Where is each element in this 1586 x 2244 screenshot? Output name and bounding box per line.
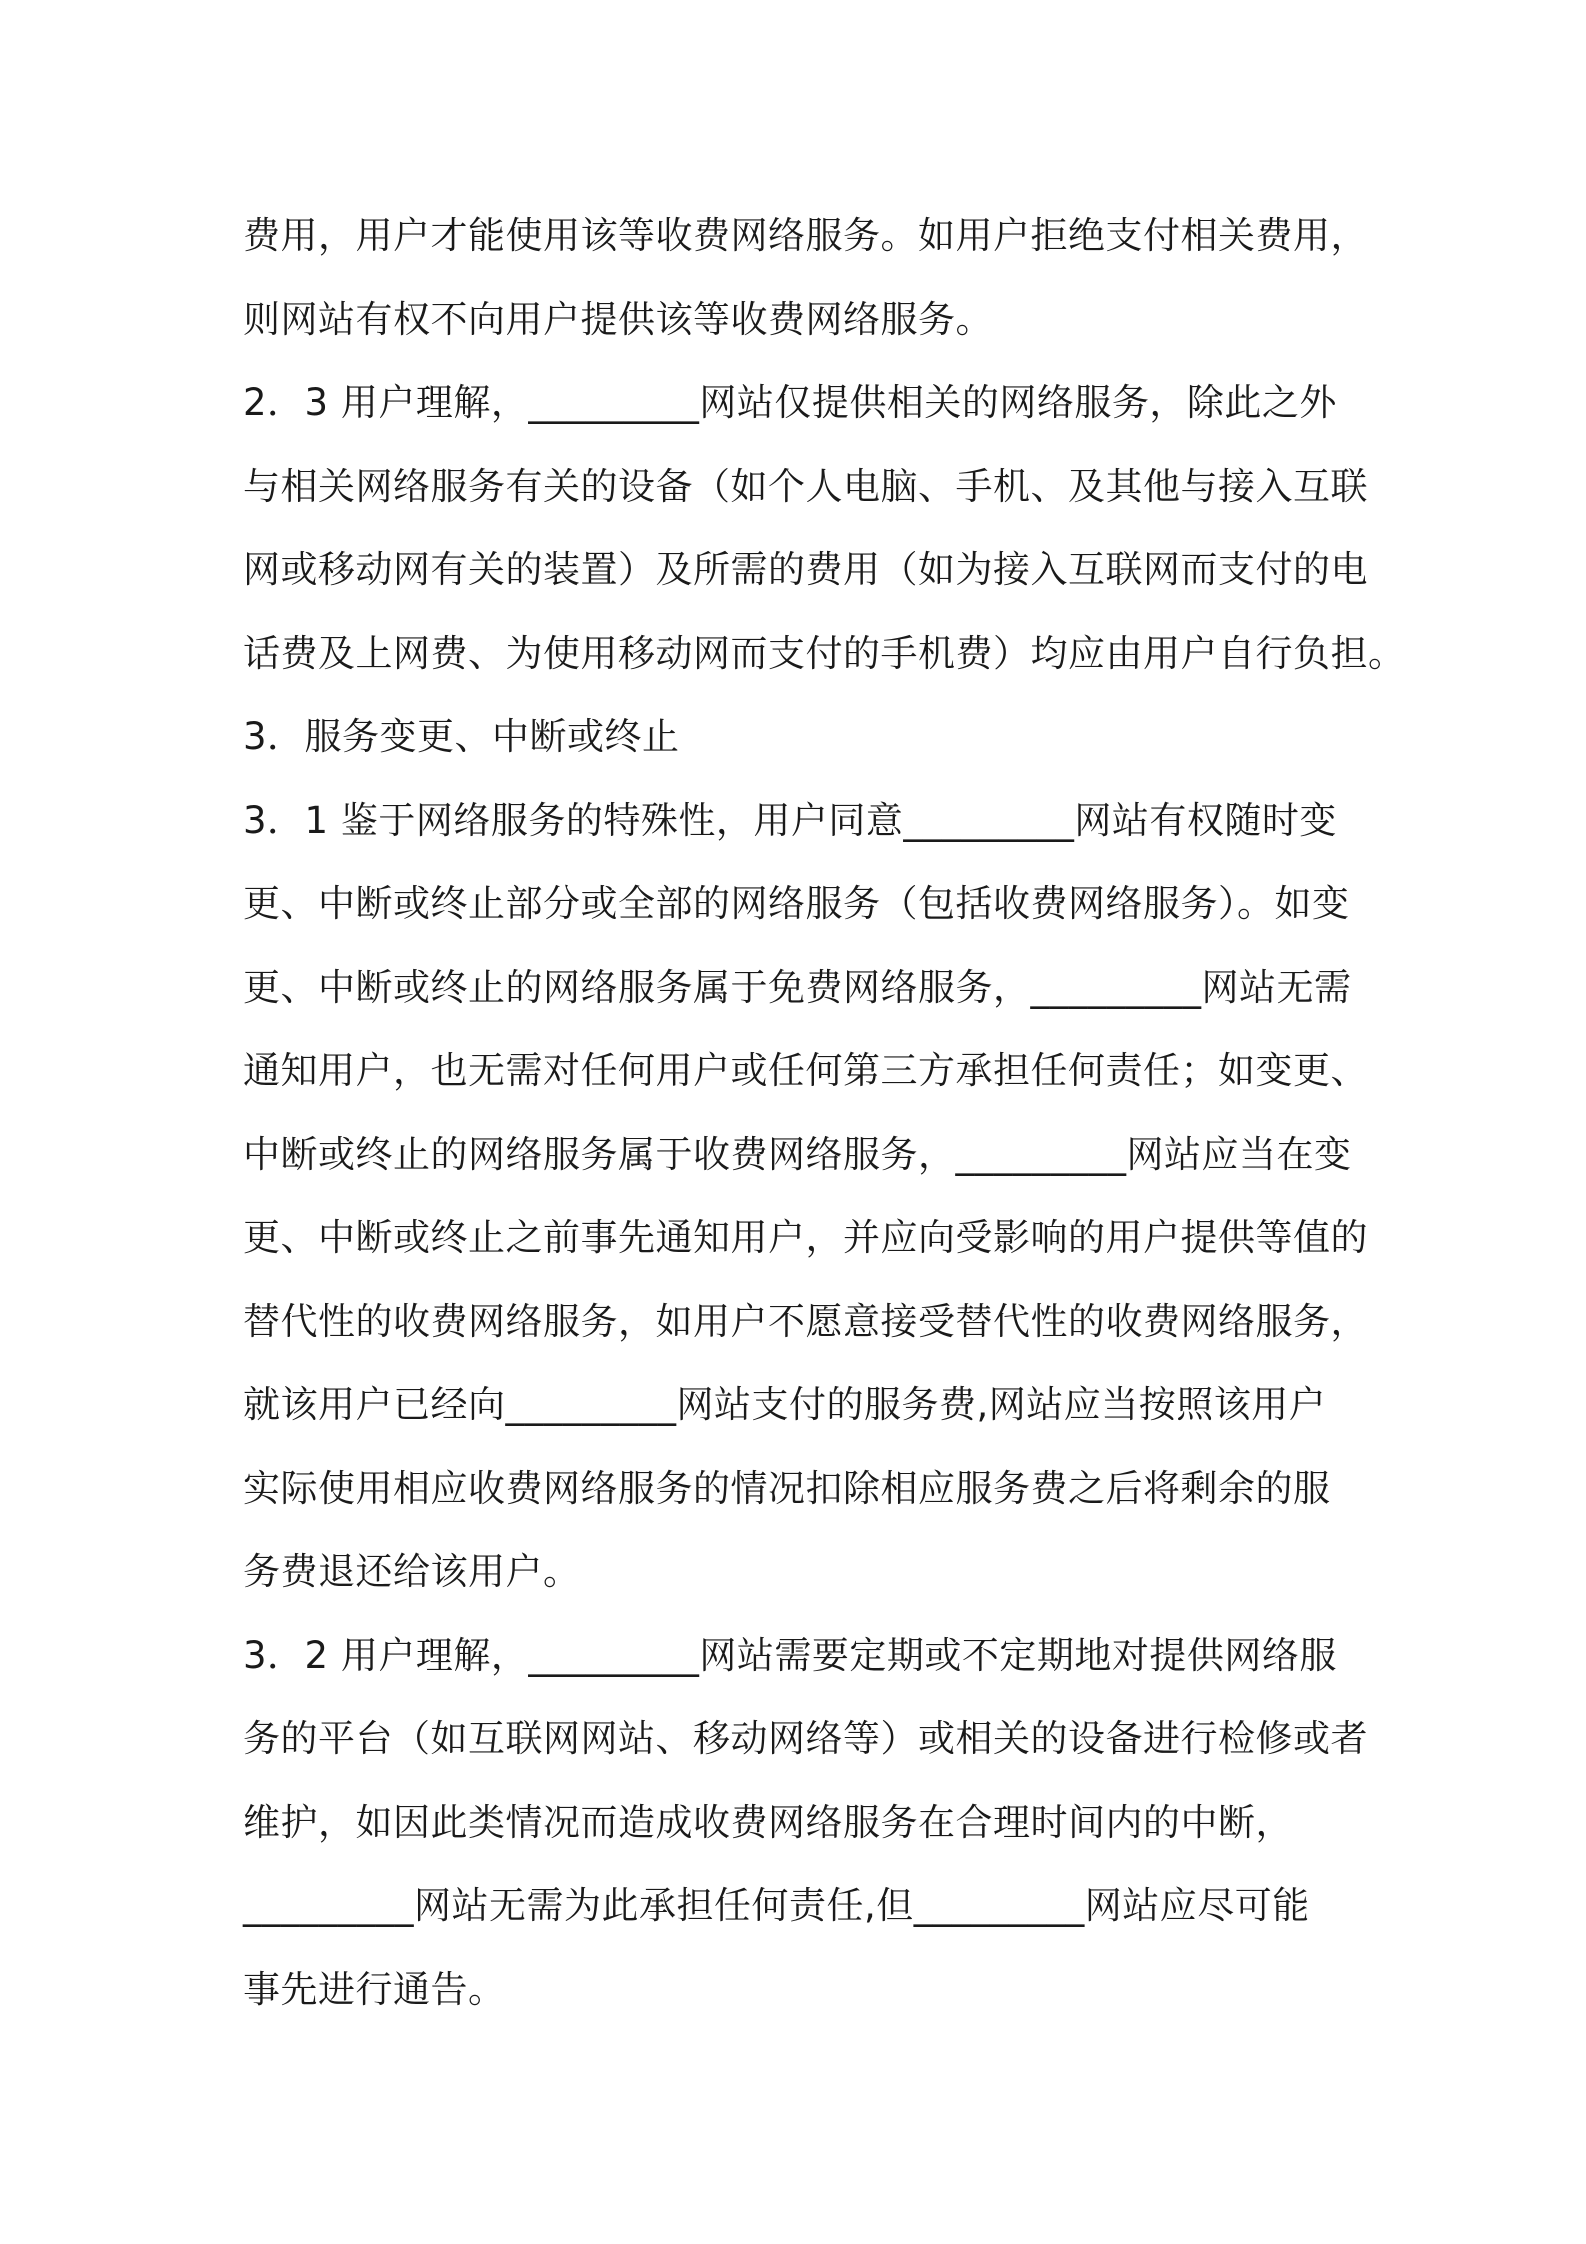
text-line-2: 则网站有权不向用户提供该等收费网络服务。 — [243, 297, 993, 341]
text-line-13: 更、中断或终止之前事先通知用户，并应向受影响的用户提供等值的 — [243, 1216, 1368, 1259]
text-line-5: 网或移动网有关的装置）及所需的费用（如为接入互联网而支付的电 — [243, 548, 1368, 591]
text-line-17: 务费退还给该用户。 — [243, 1550, 581, 1593]
section-3-heading: 3．服务变更、中断或终止 — [243, 715, 680, 758]
text-line-11: 通知用户，也无需对任何用户或任何第三方承担任何责任；如变更、 — [243, 1049, 1368, 1092]
text-line-10: 更、中断或终止的网络服务属于免费网络服务，_________网站无需 — [243, 965, 1352, 1009]
text-line-12: 中断或终止的网络服务属于收费网络服务，_________网站应当在变 — [243, 1132, 1352, 1176]
text-line-9: 更、中断或终止部分或全部的网络服务（包括收费网络服务）。如变 — [243, 882, 1350, 925]
text-line-4: 与相关网络服务有关的设备（如个人电脑、手机、及其他与接入互联 — [243, 464, 1368, 508]
body-text — [243, 194, 1406, 2031]
text-line-1: 费用，用户才能使用该等收费网络服务。如用户拒绝支付相关费用， — [243, 214, 1368, 257]
clause-2-3: 2．3 用户理解，_________网站仅提供相关的网络服务，除此之外 — [243, 381, 1337, 424]
text-line-20: 维护，如因此类情况而造成收费网络服务在合理时间内的中断， — [243, 1800, 1293, 1844]
clause-3-1: 3．1 鉴于网络服务的特殊性，用户同意_________网站有权随时变 — [243, 798, 1337, 842]
text-line-16: 实际使用相应收费网络服务的情况扣除相应服务费之后将剩余的服 — [243, 1466, 1331, 1510]
text-line-15: 就该用户已经向_________网站支付的服务费,网站应当按照该用户 — [243, 1383, 1327, 1426]
text-line-14: 替代性的收费网络服务，如用户不愿意接受替代性的收费网络服务， — [243, 1299, 1368, 1343]
text-line-6: 话费及上网费、为使用移动网而支付的手机费）均应由用户自行负担。 — [243, 631, 1406, 675]
text-line-21: _________网站无需为此承担任何责任,但_________网站应尽可能 — [243, 1884, 1310, 1927]
text-line-19: 务的平台（如互联网网站、移动网络等）或相关的设备进行检修或者 — [243, 1717, 1368, 1760]
text-line-22: 事先进行通告。 — [243, 1967, 506, 2011]
clause-3-2: 3．2 用户理解，_________网站需要定期或不定期地对提供网络服 — [243, 1633, 1337, 1677]
